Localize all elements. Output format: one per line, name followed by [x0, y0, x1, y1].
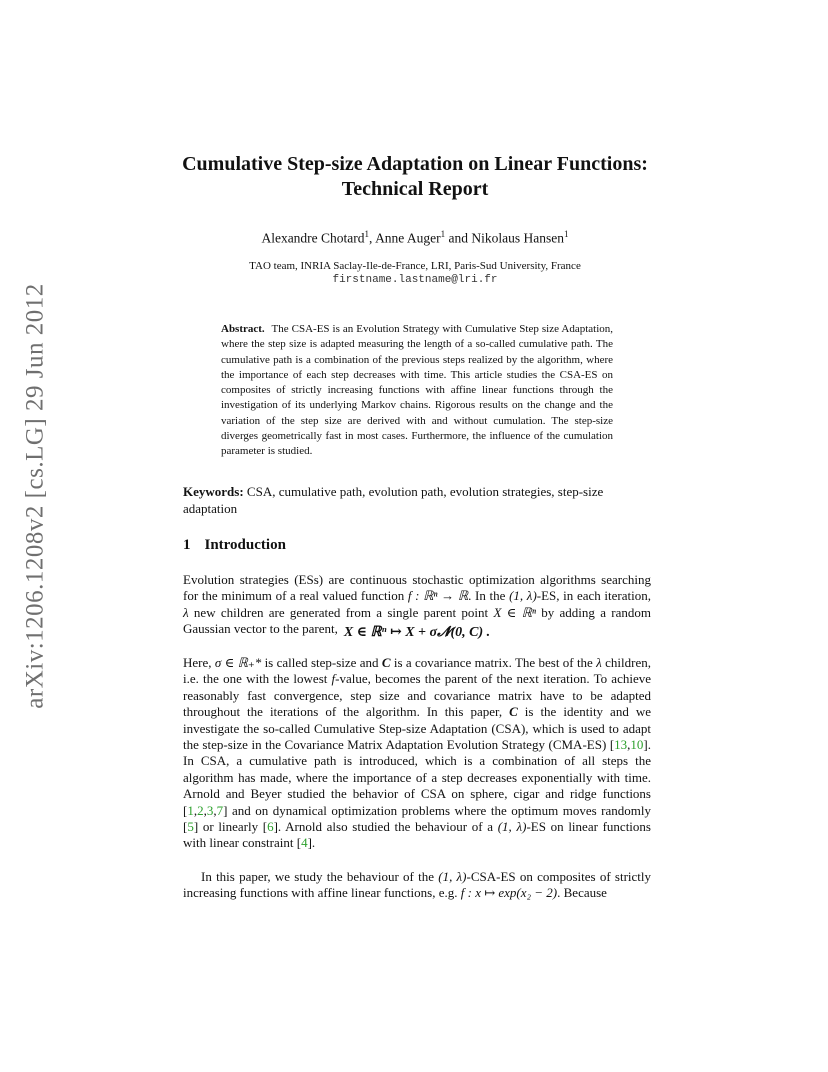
inline-math: f : x ↦ exp(x₂ − 2)	[460, 885, 558, 901]
text-run: In this paper, we study the behaviour of the	[201, 869, 439, 884]
citation-link[interactable]: 2	[197, 802, 204, 818]
affiliation-institution: TAO team, INRIA Saclay-Ile-de-France, LRI, Paris-Sud University, France	[249, 260, 581, 272]
text-run: ] and on dynamical optimization problems where the optimum moves randomly [	[183, 802, 651, 835]
arxiv-identifier: arXiv:1206.1208v2 [cs.LG] 29 Jun 2012	[22, 283, 49, 709]
text-run: -ES on linear functions with linear constraint [	[183, 819, 651, 851]
citation-link[interactable]: 5	[187, 819, 194, 835]
abstract-text: The CSA-ES is an Evolution Strategy with Cumulative Step size Adaptation, where the step size is adapted measuring the length of a so-called cumulative path. The cumulative path is a combination of the previous steps realized by the algorithm, where the importance of each step decreases with time. This article studies the CSA-ES on composites of strictly increasing functions with affine linear functions through the investigation of its underlying Markov chains. Rigorous results on the change and the variation of the step size are derived with and without cumulation. The step-size diverges geometrically fast in most cases. Furthermore, the influence of the cumulation parameter is studied.	[221, 323, 613, 458]
text-run: -value, becomes the parent of the next iteration. To achieve reasonably fast convergence, step size and covariance matrix have to be adapted throughout the iterations of the algorithm. In this paper,	[183, 671, 651, 720]
citation-link[interactable]: 10	[630, 737, 644, 753]
text-run: -ES, in each iteration,	[536, 588, 651, 604]
inline-math: f	[331, 671, 336, 687]
inline-math: (1, λ)	[438, 869, 467, 884]
text-run: Evolution strategies (ESs) are continuous stochastic optimization algorithms searching for the minimum of a real valued function	[183, 572, 651, 604]
text-run: is a covariance matrix. The best of the	[390, 655, 597, 670]
keywords	[183, 483, 651, 517]
author-name: Anne Auger	[375, 230, 441, 246]
citation-link[interactable]: 13	[614, 737, 628, 753]
author-list	[120, 229, 710, 247]
author-affil-mark: 1	[440, 229, 446, 239]
text-run: ] or linearly [	[193, 819, 268, 835]
display-equation	[183, 624, 651, 641]
citation-link[interactable]: 6	[267, 819, 274, 835]
text-run: ,	[627, 737, 631, 753]
citation-link[interactable]: 7	[216, 802, 224, 818]
author-affil-mark: 1	[364, 229, 370, 239]
text-run: ]. Arnold also studied the behaviour of a	[273, 819, 498, 835]
section-number: 1	[183, 537, 191, 553]
text-run: is called step-size and	[261, 655, 382, 670]
inline-math: f : ℝⁿ → ℝ	[407, 588, 469, 604]
text-run: ].	[307, 835, 316, 851]
affiliation-email: firstname.lastname@lri.fr	[332, 274, 498, 286]
inline-math: X ∈ ℝⁿ	[493, 604, 536, 620]
citation-link[interactable]: 4	[301, 835, 308, 851]
citation-link[interactable]: 3	[206, 802, 214, 818]
inline-math: σ ∈ ℝ₊*	[214, 655, 262, 670]
inline-math: λ	[183, 604, 189, 620]
affiliation-block	[120, 259, 710, 287]
paper-title	[120, 152, 710, 202]
arxiv-sidebar	[14, 283, 58, 709]
inline-math: C	[509, 704, 518, 720]
text-run: ,	[213, 802, 217, 818]
abstract	[221, 322, 613, 460]
section-title: Introduction	[204, 537, 286, 553]
text-run: Here,	[183, 655, 215, 670]
text-run: ,	[193, 802, 198, 818]
title-line-1: Cumulative Step-size Adaptation on Linear Functions:	[182, 153, 648, 175]
equation-text: X ∈ ℝⁿ ↦ X + σ𝓝(0, C) .	[343, 625, 491, 640]
inline-math: λ	[596, 655, 602, 670]
text-run: by adding a random Gaussian vector to the parent,	[183, 604, 651, 637]
keywords-text: CSA, cumulative path, evolution path, evolution strategies, step-size adaptation	[183, 484, 604, 516]
text-run: ,	[203, 802, 207, 818]
inline-math: (1, λ)	[497, 819, 527, 835]
intro-paragraph-3	[183, 869, 651, 902]
text-run: new children are generated from a single parent point	[188, 604, 494, 620]
text-run: . In the	[468, 588, 510, 604]
text-run: ]. In CSA, a cumulative path is introduced, which is a combination of all steps the algorithm has made, where the importance of a step decreases exponentially with time. Arnold and Beyer studied the behavior of CSA on sphere, cigar and ridge functions [	[183, 737, 651, 818]
text-run: -CSA-ES on composites of strictly increasing functions with affine linear functions, e.g.	[183, 869, 651, 901]
citation-link[interactable]: 1	[187, 802, 194, 818]
author-affil-mark: 1	[564, 229, 569, 239]
keywords-label: Keywords:	[183, 484, 244, 499]
inline-math: (1, λ)	[509, 588, 537, 604]
author-name: Alexandre Chotard	[261, 230, 365, 246]
text-run: . Because	[557, 885, 607, 901]
text-run: children, i.e. the one with the lowest	[183, 655, 651, 687]
intro-paragraph-2	[183, 655, 651, 852]
title-line-2: Technical Report	[341, 178, 489, 200]
abstract-label: Abstract.	[221, 323, 265, 335]
author-separator: ,	[369, 230, 376, 246]
author-name: Nikolaus Hansen	[471, 230, 565, 246]
inline-math: C	[381, 655, 391, 670]
section-heading	[183, 537, 286, 554]
author-separator: and	[445, 230, 472, 246]
text-run: is the identity and we investigate the so-called Cumulative Step-size Adaptation (CSA), which is used to adapt the step-size in the Covariance Matrix Adaptation Evolution Strategy (CMA-ES) [	[183, 704, 651, 753]
